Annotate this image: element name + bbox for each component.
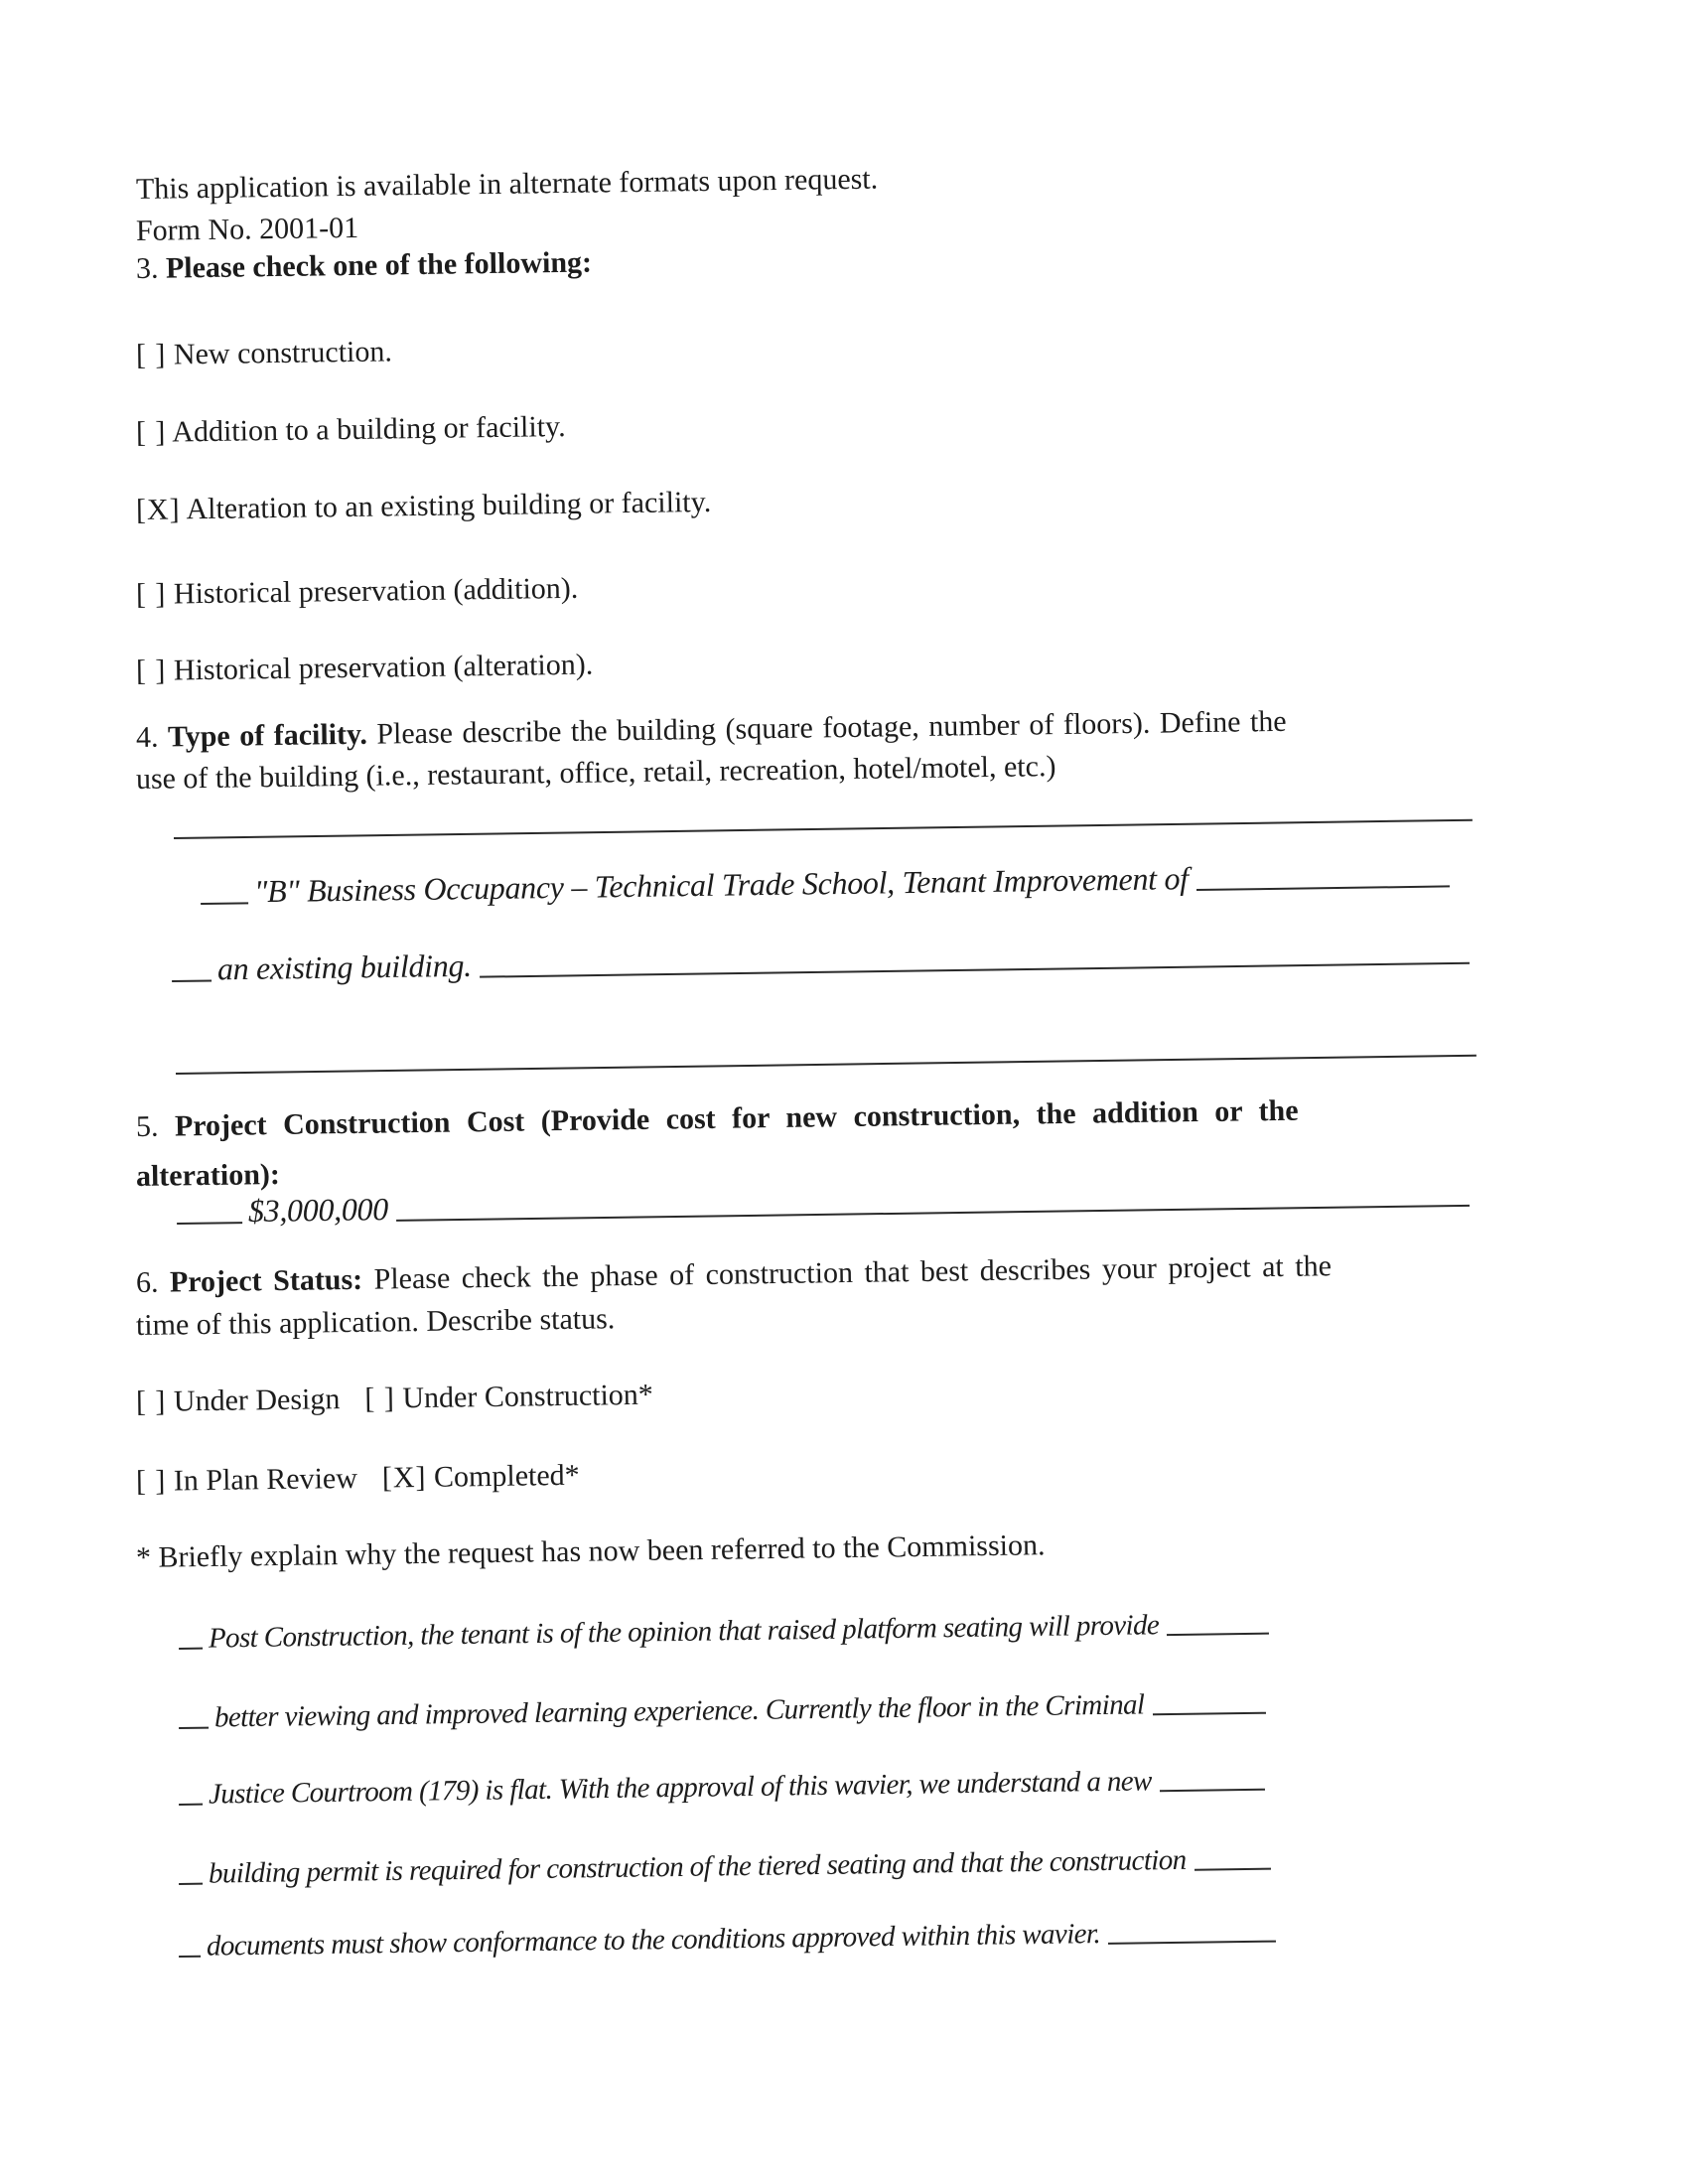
- trailing-blank-line: [1152, 1712, 1266, 1716]
- option-addition: [136, 410, 566, 451]
- leading-blank-line: [179, 1648, 203, 1650]
- trailing-blank-line: [396, 1205, 1470, 1222]
- section3-number: 3.: [135, 251, 159, 285]
- handwritten-explanation-text: better viewing and improved learning experience. Currently the floor in the Criminal: [213, 1688, 1145, 1734]
- option-label: Addition to a building or facility.: [172, 409, 566, 449]
- leading-blank-line: [172, 979, 211, 982]
- section5-answer-row: [177, 1176, 1470, 1231]
- explanation-line-1: [179, 1608, 1269, 1656]
- section5-heading-line2: alteration):: [135, 1157, 281, 1193]
- checkbox-new-construction: [ ]: [135, 338, 167, 371]
- trailing-blank-line: [1167, 1633, 1269, 1636]
- checkbox-alteration-checked: [X]: [135, 493, 181, 526]
- handwritten-answer-occupancy: "B" Business Occupancy – Technical Trade School, Tenant Improvement of: [253, 860, 1189, 910]
- explanation-line-2: [179, 1687, 1266, 1735]
- leading-blank-line: [177, 1222, 242, 1225]
- section4-number: 4.: [135, 720, 159, 754]
- explanation-line-5: [179, 1916, 1276, 1964]
- status-label: In Plan Review: [173, 1461, 358, 1498]
- checkbox-under-design: [ ]: [135, 1384, 167, 1418]
- form-number: Form No. 2001-01: [135, 211, 359, 247]
- checkbox-historical-alteration: [ ]: [135, 654, 167, 687]
- blank-rule-2: [176, 1055, 1477, 1075]
- footnote-briefly-explain: * Briefly explain why the request has now been referred to the Commission.: [135, 1529, 1046, 1574]
- explanation-line-3: [179, 1764, 1265, 1812]
- checkbox-addition: [ ]: [135, 415, 167, 449]
- handwritten-explanation-text: documents must show conformance to the conditions approved within this wavier.: [206, 1918, 1101, 1963]
- section6-prompt-text: Please check the phase of construction that best describes your project at the: [373, 1249, 1333, 1296]
- status-label: Under Design: [173, 1383, 341, 1418]
- trailing-blank-line: [1108, 1941, 1276, 1945]
- leading-blank-line: [201, 902, 248, 905]
- section3-heading: [136, 246, 593, 287]
- section6-title: Project Status:: [169, 1262, 363, 1299]
- section4-answer-line2: [172, 934, 1470, 988]
- trailing-blank-line: [480, 962, 1470, 978]
- leading-blank-line: [179, 1956, 201, 1958]
- status-row-design-construction: [136, 1379, 653, 1420]
- leading-blank-line: [179, 1804, 203, 1806]
- status-label: Under Construction*: [402, 1378, 654, 1415]
- handwritten-cost: $3,000,000: [247, 1191, 389, 1229]
- section4-prompt-text: Please describe the building (square footage, number of floors). Define the: [376, 704, 1287, 751]
- status-label: Completed*: [433, 1458, 580, 1494]
- leading-blank-line: [179, 1883, 203, 1885]
- section5-number: 5.: [135, 1109, 159, 1143]
- handwritten-answer-existing-building: an existing building.: [216, 946, 473, 987]
- alt-format-notice: This application is available in alternate formats upon request.: [135, 162, 879, 206]
- option-label: New construction.: [173, 335, 393, 371]
- leading-blank-line: [179, 1727, 209, 1729]
- status-row-review-completed: [136, 1459, 580, 1500]
- section4-title: Type of facility.: [167, 717, 368, 754]
- section5-title: Project Construction Cost (Provide cost for new construction, the addition or the: [174, 1093, 1299, 1143]
- option-historical-addition: [136, 572, 579, 613]
- section5-heading-line1: [136, 1094, 1299, 1145]
- section4-prompt-line1: [136, 705, 1287, 756]
- option-label: Historical preservation (addition).: [173, 571, 579, 611]
- option-label: Alteration to an existing building or facility.: [186, 485, 712, 526]
- option-alteration-checked: [136, 486, 712, 528]
- option-label: Historical preservation (alteration).: [173, 648, 594, 687]
- blank-rule-1: [174, 819, 1473, 839]
- handwritten-explanation-text: Post Construction, the tenant is of the opinion that raised platform seating will provide: [208, 1609, 1160, 1655]
- section4-prompt-line2: use of the building (i.e., restaurant, office, retail, recreation, hotel/motel, etc.): [135, 750, 1056, 796]
- section3-title: Please check one of the following:: [165, 245, 593, 285]
- option-historical-alteration: [136, 649, 594, 689]
- explanation-line-4: [179, 1843, 1271, 1891]
- section4-answer-line1: [201, 856, 1450, 911]
- handwritten-explanation-text: Justice Courtroom (179) is flat. With the approval of this wavier, we understand a new: [208, 1765, 1152, 1811]
- handwritten-explanation-text: building permit is required for construction of the tiered seating and that the construction: [208, 1843, 1187, 1890]
- option-new-construction: [136, 335, 392, 372]
- section6-number: 6.: [135, 1265, 159, 1299]
- section6-heading-line1: [136, 1249, 1332, 1300]
- checkbox-historical-addition: [ ]: [135, 577, 167, 611]
- section6-prompt-line2: time of this application. Describe status.: [135, 1302, 616, 1342]
- checkbox-in-plan-review: [ ]: [135, 1464, 167, 1498]
- trailing-blank-line: [1196, 885, 1450, 891]
- trailing-blank-line: [1160, 1789, 1265, 1792]
- trailing-blank-line: [1195, 1868, 1271, 1871]
- checkbox-under-construction: [ ]: [364, 1382, 396, 1415]
- checkbox-completed-checked: [X]: [381, 1460, 427, 1495]
